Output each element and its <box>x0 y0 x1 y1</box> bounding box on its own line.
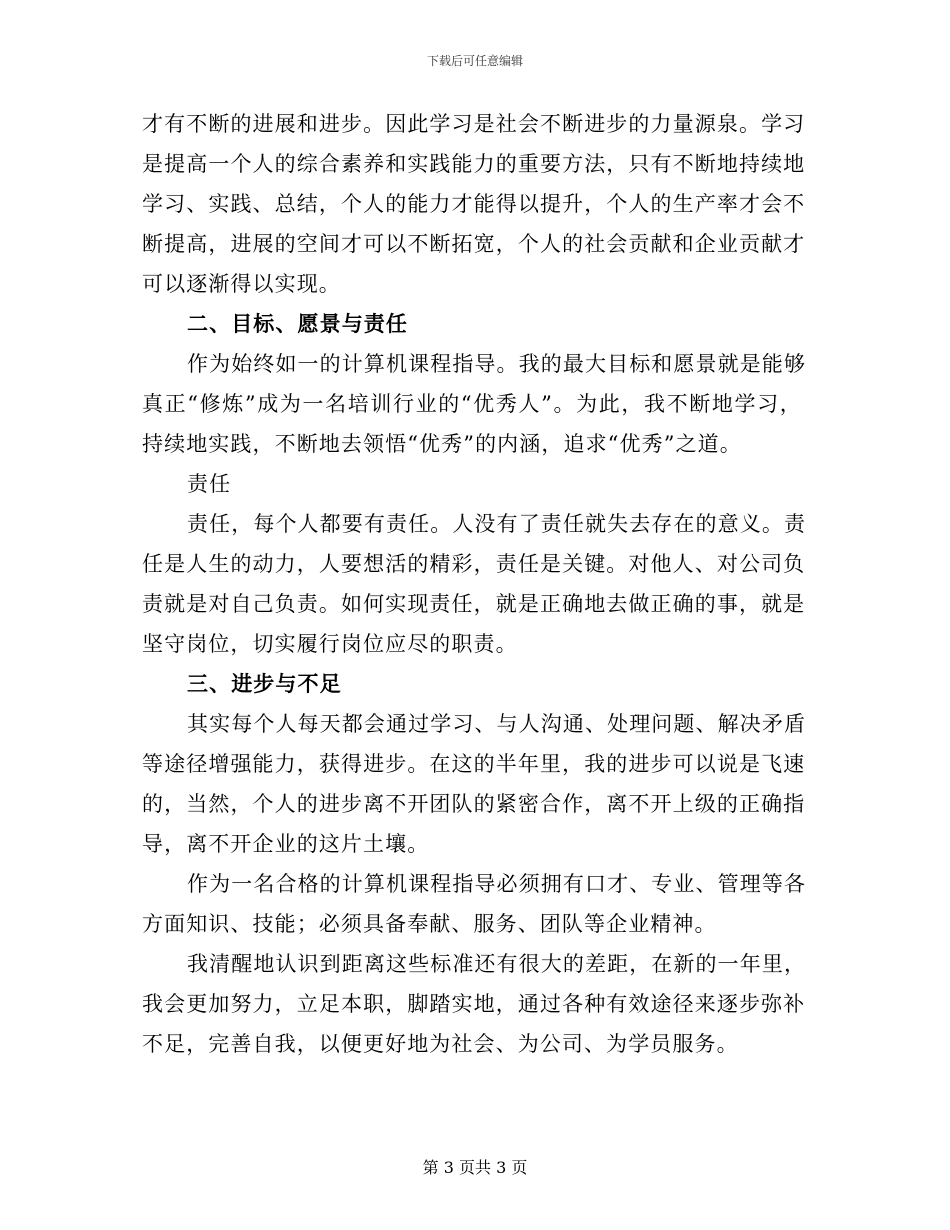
document-body <box>142 104 807 1064</box>
text-line: 任 是 人 生 的 动 力 ， 人 要 想 活 的 精 彩 ， 责 任 是 关 键 。 对 他 人 、 对 公 司 负 <box>142 552 806 576</box>
text-line: 才 有 不 断 的 进 展 和 进 步 。 因 此 学 习 是 社 会 不 断 进 步 的 力 量 源 泉 。 学 习 <box>142 112 806 136</box>
text-line: 责 就 是 对 自 己 负 责 。 如 何 实 现 责 任 ， 就 是 正 确 地 去 做 正 确 的 事 ， 就 是 <box>142 592 806 616</box>
text-line: 不足，完善自我，以便更好地为社会、为公司、为学员服务。 <box>142 1032 739 1056</box>
page-header: 下载后可任意编辑 <box>426 54 523 68</box>
section-heading: 二、目标、愿景与责任 <box>187 311 408 336</box>
text-line: 责任 <box>187 472 232 496</box>
text-line: 作 为 始 终 如 一 的 计 算 机 课 程 指 导 。 我 的 最 大 目 标 和 愿 景 就 是 能 够 <box>187 352 807 376</box>
text-line: 作 为 一 名 合 格 的 计 算 机 课 程 指 导 必 须 拥 有 口 才 、 专 业 、 管 理 等 各 <box>187 872 807 896</box>
text-line: 责 任 ， 每 个 人 都 要 有 责 任 。 人 没 有 了 责 任 就 失 去 存 在 的 意 义 。 责 <box>187 512 807 536</box>
text-line: 其 实 每 个 人 每 天 都 会 通 过 学 习 、 与 人 沟 通 、 处 理 问 题 、 解 决 矛 盾 <box>187 712 807 736</box>
text-line: 可以逐渐得以实现。 <box>142 272 341 296</box>
text-line: 我 会 更 加 努 力 ， 立 足 本 职 ， 脚 踏 实 地 ， 通 过 各 种 有 效 途 径 来 逐 步 弥 补 <box>142 992 806 1016</box>
text-line: 学 习 、 实 践 、 总 结 ， 个 人 的 能 力 才 能 得 以 提 升 ， 个 人 的 生 产 率 才 会 不 <box>142 192 806 216</box>
text-line: 等 途 径 增 强 能 力 ， 获 得 进 步 。 在 这 的 半 年 里 ， 我 的 进 步 可 以 说 是 飞 速 <box>142 752 806 776</box>
section-heading: 三、进步与不足 <box>187 671 342 696</box>
text-line: 方面知识、技能；必须具备奉献、服务、团队等企业精神。 <box>142 912 717 936</box>
text-line: 是 提 高 一 个 人 的 综 合 素 养 和 实 践 能 力 的 重 要 方 法 ， 只 有 不 断 地 持 续 地 <box>142 152 806 176</box>
text-line: 坚守岗位，切实履行岗位应尽的职责。 <box>142 632 518 656</box>
text-line: 真 正 “ 修 炼 ” 成 为 一 名 培 训 行 业 的 “ 优 秀 人 ” 。 为 此 ， 我 不 断 地 学 习 ， <box>142 392 802 416</box>
text-line: 持续地实践，不断地去领悟“优秀”的内涵，追求“优秀”之道。 <box>142 432 742 456</box>
text-line: 我 清 醒 地 认 识 到 距 离 这 些 标 准 还 有 很 大 的 差 距 ， 在 新 的 一 年 里 ， <box>187 952 807 976</box>
page-footer: 第 3 页共 3 页 <box>422 1158 528 1177</box>
text-line: 断 提 高 ， 进 展 的 空 间 才 可 以 不 断 拓 宽 ， 个 人 的 社 会 贡 献 和 企 业 贡 献 才 <box>142 232 806 256</box>
text-line: 导，离不开企业的这片土壤。 <box>142 832 430 856</box>
text-line: 的 ， 当 然 ， 个 人 的 进 步 离 不 开 团 队 的 紧 密 合 作 ， 离 不 开 上 级 的 正 确 指 <box>142 792 806 816</box>
